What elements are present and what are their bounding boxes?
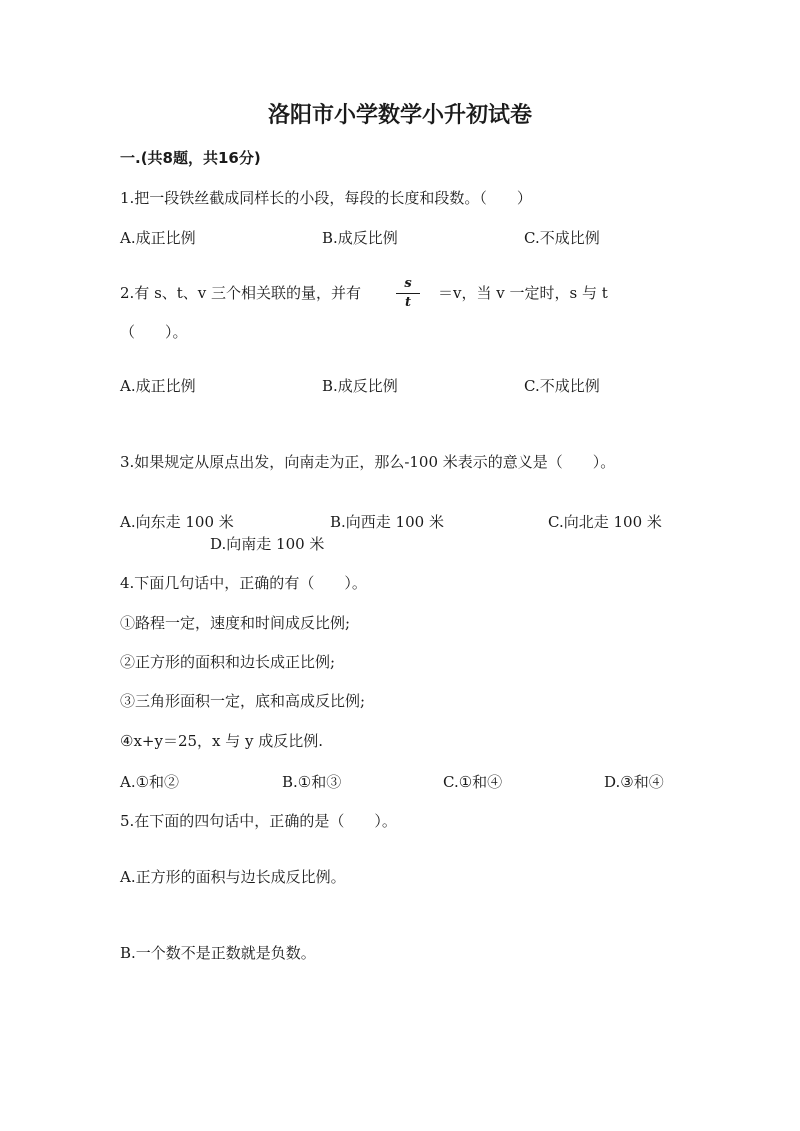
question-2-stem-part1: 2.有 s、t、v 三个相关联的量，并有 (120, 284, 362, 302)
question-5-stem: 5.在下面的四句话中，正确的是（ ）。 (120, 812, 397, 830)
question-4-option-a: A.①和② (120, 773, 180, 791)
question-3-option-d: D.向南走 100 米 (210, 535, 325, 553)
page-title: 洛阳市小学数学小升初试卷 (267, 102, 532, 128)
question-5-option-a: A.正方形的面积与边长成反比例。 (120, 868, 346, 886)
question-2-option-c: C.不成比例 (524, 377, 600, 395)
question-1-option-b: B.成反比例 (322, 229, 398, 247)
question-4-option-b: B.①和③ (282, 773, 342, 791)
question-4-statement-2: ②正方形的面积和边长成正比例; (120, 653, 336, 671)
question-4-stem: 4.下面几句话中，正确的有（ ）。 (120, 574, 367, 592)
question-2-stem-part2: ＝v，当 v 一定时，s 与 t (438, 284, 608, 302)
section-heading: 一.(共8题，共16分) (120, 149, 261, 167)
question-2-stem-part3: （ ）。 (120, 323, 188, 341)
question-5-option-b: B.一个数不是正数就是负数。 (120, 944, 316, 962)
question-4-option-c: C.①和④ (443, 773, 503, 791)
question-3-option-c: C.向北走 100 米 (548, 513, 662, 531)
question-2-option-b: B.成反比例 (322, 377, 398, 395)
question-4-statement-1: ①路程一定，速度和时间成反比例; (120, 614, 351, 632)
question-4-statement-3: ③三角形面积一定，底和高成反比例; (120, 692, 366, 710)
question-1-stem: 1.把一段铁丝截成同样长的小段，每段的长度和段数。（ ） (120, 189, 532, 207)
question-3-option-b: B.向西走 100 米 (330, 513, 444, 531)
fraction-numerator: s (396, 277, 420, 294)
fraction-denominator: t (404, 295, 411, 310)
question-3-stem: 3.如果规定从原点出发，向南走为正，那么-100 米表示的意义是（ ）。 (120, 453, 616, 471)
question-3-option-a: A.向东走 100 米 (120, 513, 234, 531)
question-4-statement-4: ④x+y＝25，x 与 y 成反比例. (120, 732, 324, 750)
fraction-s-over-t (396, 277, 420, 310)
question-1-option-a: A.成正比例 (120, 229, 196, 247)
question-1-option-c: C.不成比例 (524, 229, 600, 247)
question-2-option-a: A.成正比例 (120, 377, 196, 395)
question-4-option-d: D.③和④ (604, 773, 664, 791)
